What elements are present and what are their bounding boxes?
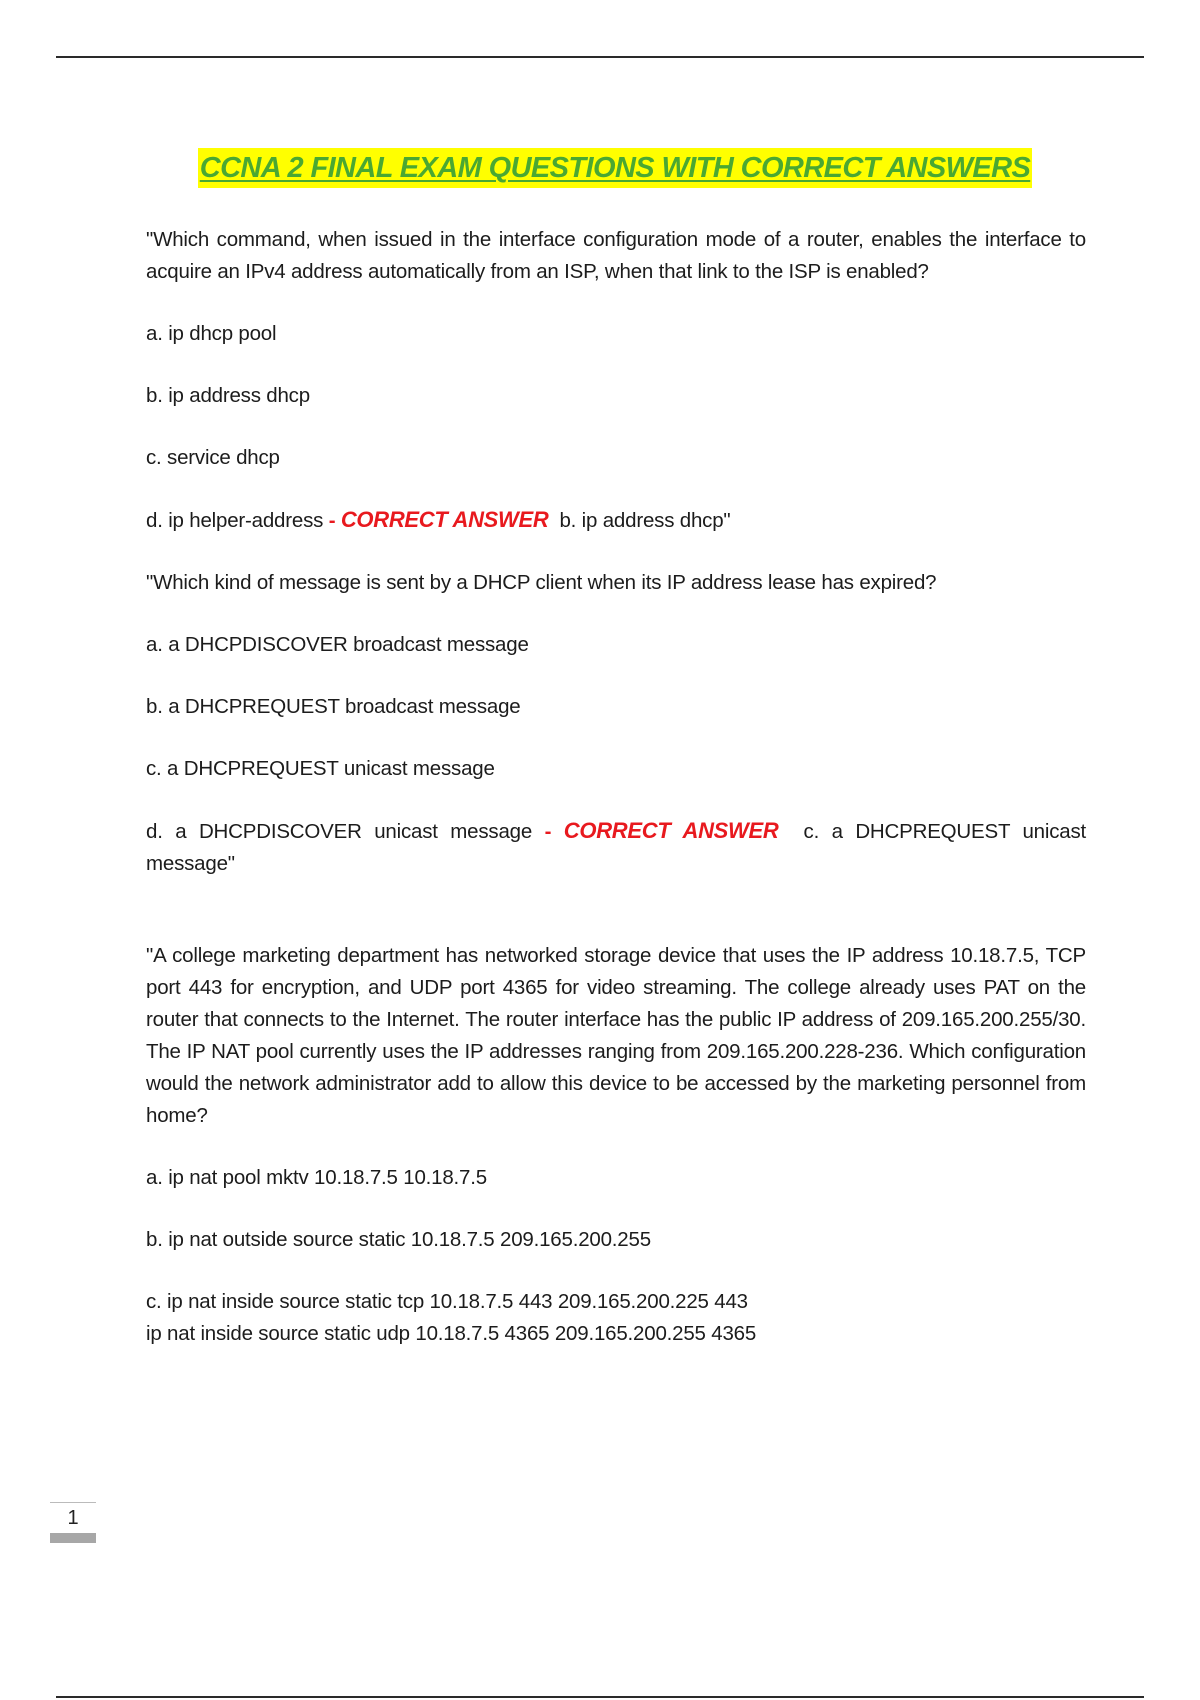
question-1-answer-line (146, 504, 1086, 537)
question-3-option-c-continuation: ip nat inside source static udp 10.18.7.5 4365 209.165.200.255 4365 (146, 1322, 757, 1345)
question-2-answer: c. a DHCPREQUEST unicast message" (146, 820, 1087, 875)
footer-rule (56, 1696, 1144, 1698)
page-number-bar (50, 1533, 96, 1543)
question-1-option-c: c. service dhcp (146, 446, 280, 469)
question-3-option-a: a. ip nat pool mktv 10.18.7.5 10.18.7.5 (146, 1166, 487, 1189)
question-2-option-b: b. a DHCPREQUEST broadcast message (146, 695, 521, 718)
question-3-option-b: b. ip nat outside source static 10.18.7.5 209.165.200.255 (146, 1228, 651, 1251)
title-container (0, 148, 1200, 188)
question-1-text: "Which command, when issued in the interface configuration mode of a router, enables the interface to acquire an IPv4 address automatically from an ISP, when that link to the ISP is enabled? (146, 228, 1086, 283)
page-number-block (50, 1502, 96, 1543)
page-number: 1 (67, 1507, 79, 1529)
question-2-text: "Which kind of message is sent by a DHCP client when its IP address lease has expired? (146, 571, 937, 594)
question-2-option-c: c. a DHCPREQUEST unicast message (146, 757, 495, 780)
question-1-option-d: d. ip helper-address (146, 509, 324, 532)
question-1-answer: b. ip address dhcp" (559, 509, 731, 532)
correct-answer-label: CORRECT ANSWER (563, 818, 779, 843)
header-rule (56, 56, 1144, 58)
question-2-answer-line (146, 815, 1086, 880)
correct-answer-label: CORRECT ANSWER (340, 507, 549, 532)
question-3-option-c: c. ip nat inside source static tcp 10.18.7.5 443 209.165.200.225 443 (146, 1290, 748, 1313)
answer-separator: - (544, 820, 552, 843)
document-title: CCNA 2 FINAL EXAM QUESTIONS WITH CORRECT ANSWERS (198, 148, 1032, 188)
document-body (146, 224, 1086, 1350)
question-1-option-a: a. ip dhcp pool (146, 322, 277, 345)
question-2-option-d: d. a DHCPDISCOVER unicast message (146, 820, 533, 843)
question-1-option-b: b. ip address dhcp (146, 384, 310, 407)
answer-separator: - (328, 509, 336, 532)
question-2-option-a: a. a DHCPDISCOVER broadcast message (146, 633, 529, 656)
question-3-text: "A college marketing department has networked storage device that uses the IP address 10.18.7.5, TCP port 443 for encryption, and UDP port 4365 for video streaming. The college already uses PAT on the router that connects to the Internet. The router interface has the public IP address of 209.165.200.255/30. The IP NAT pool currently uses the IP addresses ranging from 209.165.200.228-236. Which configuration would the network administrator add to allow this device to be accessed by the marketing personnel from home? (146, 944, 1086, 1127)
